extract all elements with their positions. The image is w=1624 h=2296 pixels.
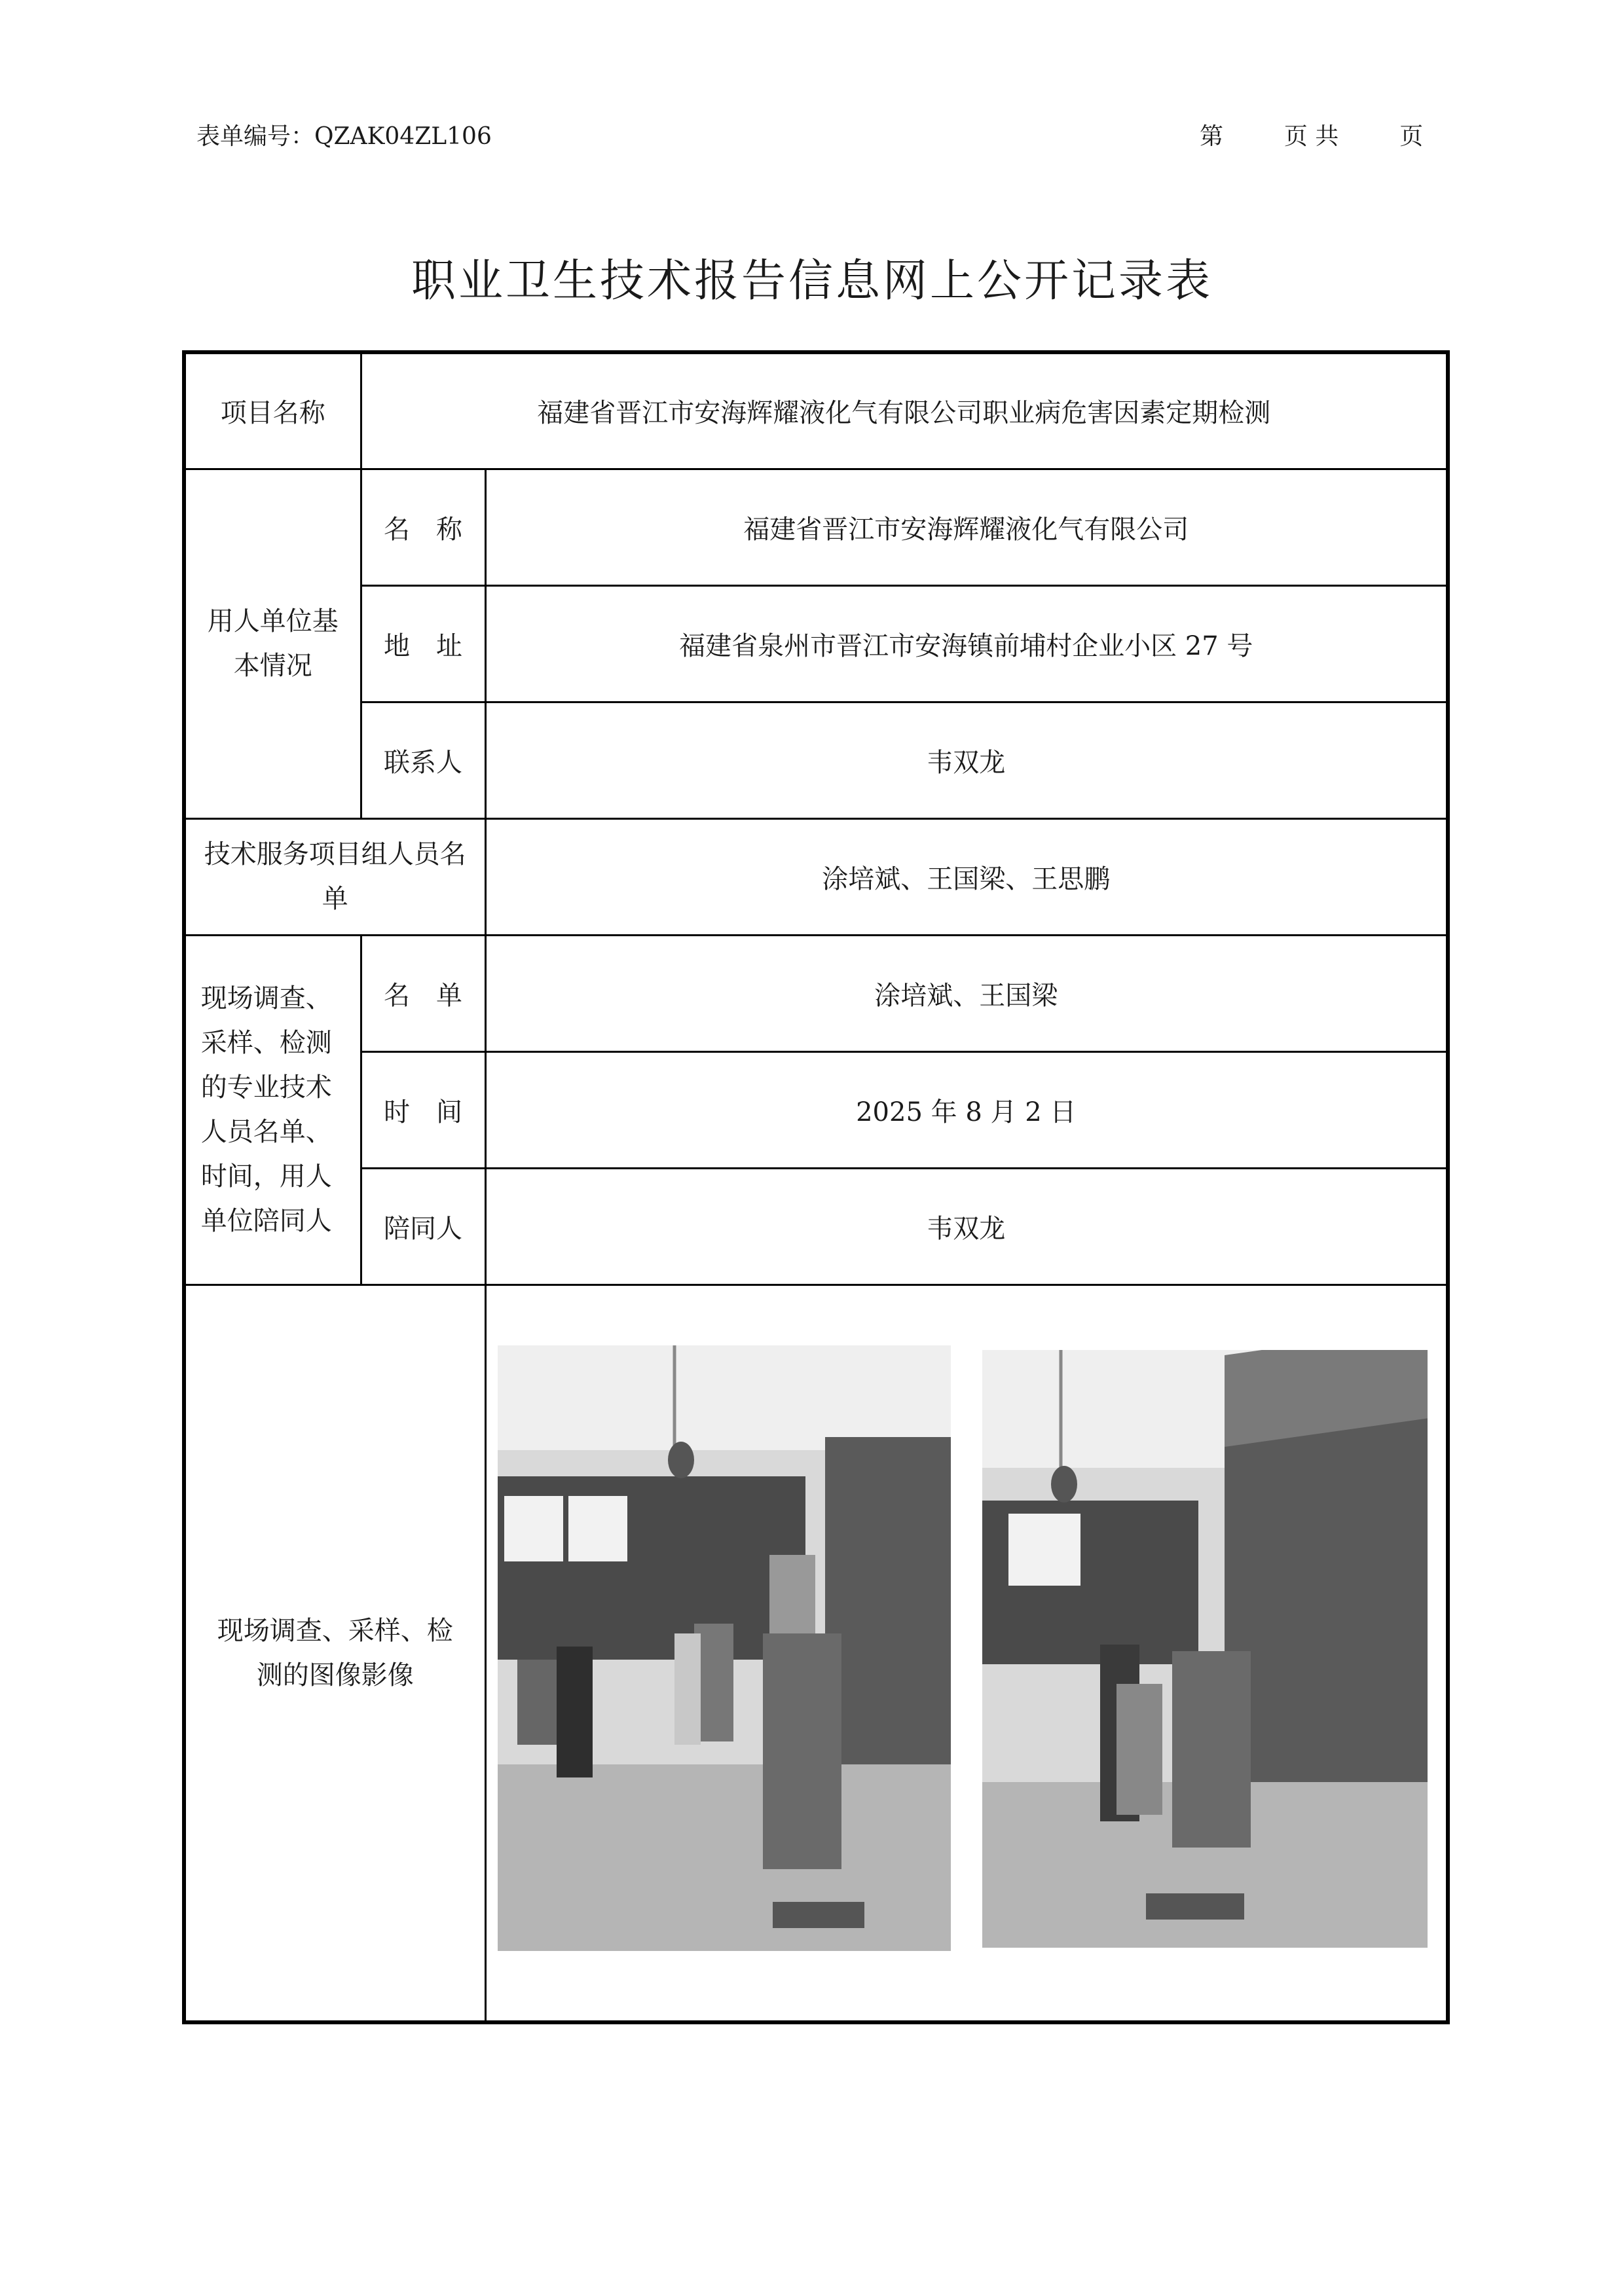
page-part-1: 第 (1200, 123, 1224, 150)
list-label: 名 单 (361, 935, 485, 1051)
row-team (184, 818, 1448, 935)
list-value: 涂培斌、王国梁 (485, 935, 1448, 1051)
page-title: 职业卫生技术报告信息网上公开记录表 (411, 255, 1213, 307)
page-part-2: 页 共 (1283, 123, 1339, 150)
project-name-label: 项目名称 (184, 352, 361, 469)
row-employer-name (184, 469, 1448, 585)
team-value: 涂培斌、王国梁、王思鹏 (485, 818, 1448, 935)
images-label: 现场调查、采样、检测的图像影像 (184, 1285, 485, 2022)
contact-label: 联系人 (361, 702, 485, 818)
contact-value: 韦双龙 (485, 702, 1448, 818)
row-project-name (184, 352, 1448, 469)
companion-value: 韦双龙 (485, 1168, 1448, 1285)
site-photo-2-image (982, 1350, 1428, 1948)
team-label: 技术服务项目组人员名单 (184, 818, 485, 935)
survey-label: 现场调查、采样、检测的专业技术人员名单、时间，用人单位陪同人 (184, 935, 361, 1285)
address-value: 福建省泉州市晋江市安海镇前埔村企业小区 27 号 (485, 585, 1448, 702)
companion-label: 陪同人 (361, 1168, 485, 1285)
site-photo-1-image (498, 1345, 951, 1951)
site-photo-2 (982, 1350, 1428, 1948)
address-label: 地 址 (361, 585, 485, 702)
name-label: 名 称 (361, 469, 485, 585)
time-label: 时 间 (361, 1051, 485, 1168)
row-contact (184, 702, 1448, 818)
form-number: 表单编号：QZAK04ZL106 (196, 123, 492, 150)
row-address (184, 585, 1448, 702)
site-photo-1 (498, 1345, 951, 1951)
name-value: 福建省晋江市安海辉耀液化气有限公司 (485, 469, 1448, 585)
project-name-value: 福建省晋江市安海辉耀液化气有限公司职业病危害因素定期检测 (361, 352, 1448, 469)
row-time (184, 1051, 1448, 1168)
page-indicator (1200, 118, 1423, 151)
row-list (184, 935, 1448, 1051)
row-companion (184, 1168, 1448, 1285)
time-value: 2025 年 8 月 2 日 (485, 1051, 1448, 1168)
employer-label: 用人单位基本情况 (184, 469, 361, 818)
page-part-3: 页 (1399, 123, 1424, 150)
